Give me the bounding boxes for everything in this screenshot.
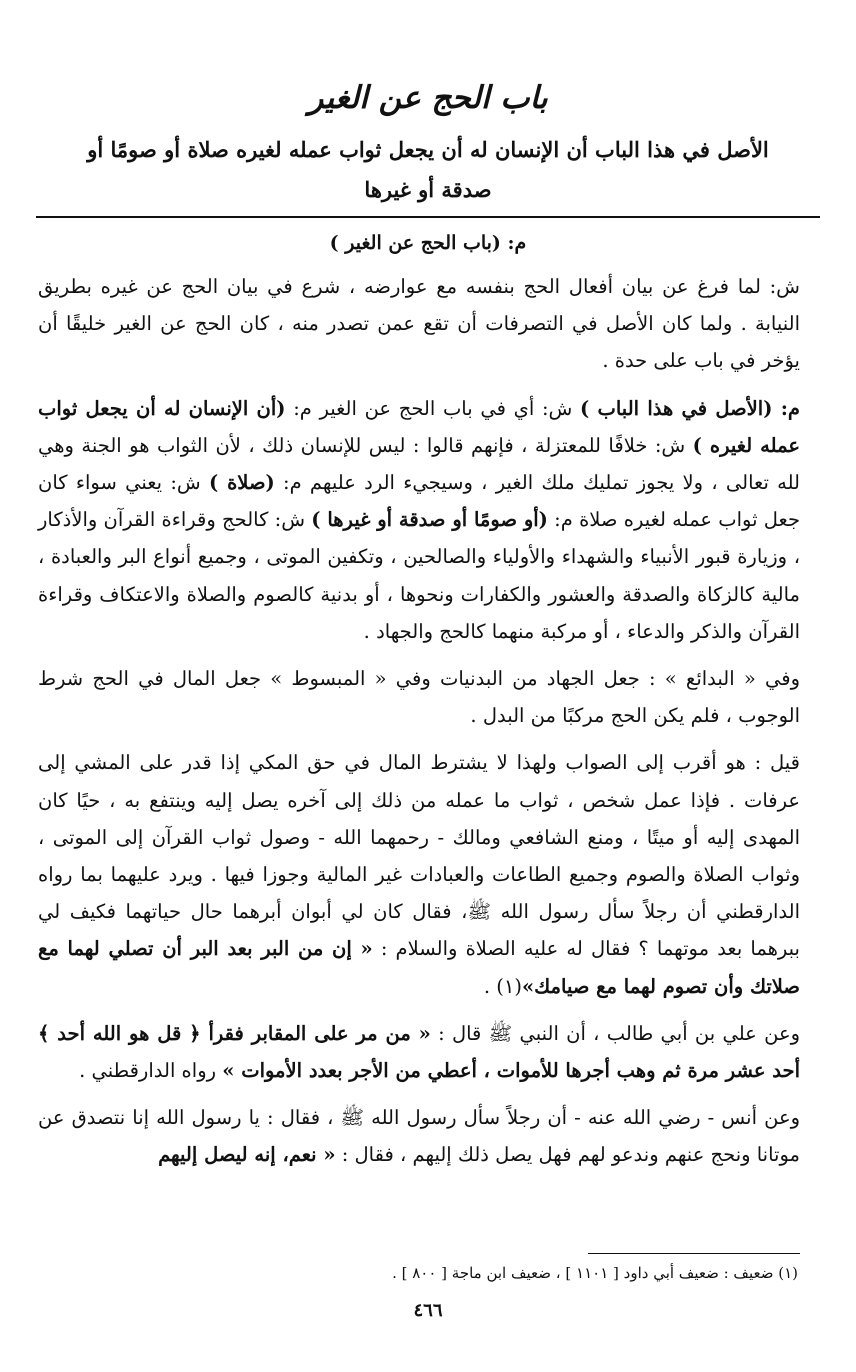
bold-segment: « نعم، إنه ليصل إليهم: [158, 1143, 336, 1167]
commentary-heading: م: (باب الحج عن الغير ): [329, 232, 527, 254]
text-segment: (١) .: [483, 974, 522, 998]
footnote-divider: [588, 1253, 800, 1254]
bold-segment: « من مر على المقابر فقرأ ﴿ قل هو الله أحد ﴾ أحد عشر مرة ثم وهب أجرها للأموات ، أعطي من الأجر بعدد الأموات »: [38, 1021, 800, 1083]
chapter-title: باب الحج عن الغير: [308, 80, 548, 116]
text-segment: وعن علي بن أبي طالب ، أن النبي ﷺ قال :: [430, 1021, 800, 1045]
text-segment: ش: لما فرغ عن بيان أفعال الحج بنفسه مع عوارضه ، شرع في بيان الحج عن غيره بطريق النيابة . ولما كان الأصل في التصرفات أن تقع عمن تصدر منه ، كان الحج عن الغير خليقًا أن يؤخر في باب على حدة .: [38, 275, 800, 373]
matn-statement: الأصل في هذا الباب أن الإنسان له أن يجعل ثواب عمله لغيره صلاة أو صومًا أو صدقة أو غيرها: [87, 137, 769, 202]
paragraph: [38, 390, 800, 650]
paragraph: [38, 268, 800, 380]
text-segment: رواه الدارقطني .: [79, 1059, 223, 1083]
footnote: (١) ضعيف : ضعيف أبي داود [ ١١٠١ ] ، ضعيف ابن ماجة [ ٨٠٠ ] .: [392, 1264, 798, 1282]
bold-segment: (أن الإنسان له أن يجعل ثواب عمله لغيره ): [38, 396, 800, 457]
paragraph: [38, 1015, 800, 1089]
paragraph: [38, 744, 800, 1004]
text-segment: ش: أي في باب الحج عن الغير م:: [285, 396, 581, 420]
text-segment: قيل : هو أقرب إلى الصواب ولهذا لا يشترط المال في حق المكي إذا قدر على المشي إلى عرفات . فإذا عمل شخص ، ثواب ما عمله من ذلك إلى آخره يصل إليه وينتفع به ، حيًا كان المهدى إليه أو ميتًا ، ومنع الشافعي ومالك - رحمهما الله - وصول ثواب القرآن إلى الموتى ، وثواب الصلاة والصوم وجميع الطاعات والعبادات غير المالية وجوزا فيها . ويرد عليهما بما رواه الدارقطني أن رجلاً سأل رسول الله ﷺ، فقال كان لي أبوان أبرهما حال حياتهما فكيف لي ببرهما بعد موتهما ؟ فقال له عليه الصلاة والسلام :: [38, 751, 800, 961]
text-segment: وعن أنس - رضي الله عنه - أن رجلاً سأل رسول الله ﷺ ، فقال : يا رسول الله إنا نتصدق عن موتانا ونحج عنهم وندعو لهم فهل يصل ذلك إليهم ، فقال :: [38, 1106, 800, 1167]
divider: [36, 216, 820, 218]
bold-segment: م: (الأصل في هذا الباب ): [580, 396, 800, 420]
text-segment: ش: كالحج وقراءة القرآن والأذكار ، وزيارة قبور الأنبياء والشهداء والأولياء والصالحين ، وتكفين الموتى ، وجميع أنواع البر والعبادة ، مالية كالزكاة والصدقة والعشور والكفارات ونحوها ، أو بدنية كالصوم والصلاة والاعتكاف وقراءة القرآن والذكر والدعاء ، أو مركبة منهما كالحج والجهاد .: [38, 508, 800, 643]
text-segment: ش: خلافًا للمعتزلة ، فإنهم قالوا : ليس للإنسان ذلك ، لأن الثواب هو الجنة وهي لله تعالى ، ولا يجوز تمليك ملك الغير ، وسيجيء الرد عليهم م:: [38, 433, 801, 495]
paragraph: [38, 660, 800, 734]
commentary-body: [38, 268, 800, 1184]
bold-segment: (صلاة ): [209, 471, 275, 495]
page-number: ٤٦٦: [413, 1300, 443, 1321]
text-segment: ش: يعني سواء كان جعل ثواب عمله لغيره صلاة م:: [38, 471, 801, 532]
bold-segment: (أو صومًا أو صدقة أو غيرها ): [311, 508, 548, 532]
paragraph: [38, 1099, 800, 1173]
text-segment: وفي « البدائع » : جعل الجهاد من البدنيات وفي « المبسوط » جعل المال في الحج شرط الوجوب ، فلم يكن الحج مركبًا من البدل .: [38, 667, 800, 728]
bold-segment: « إن من البر بعد البر أن تصلي لهما مع صلاتك وأن تصوم لهما مع صيامك»: [38, 937, 800, 998]
